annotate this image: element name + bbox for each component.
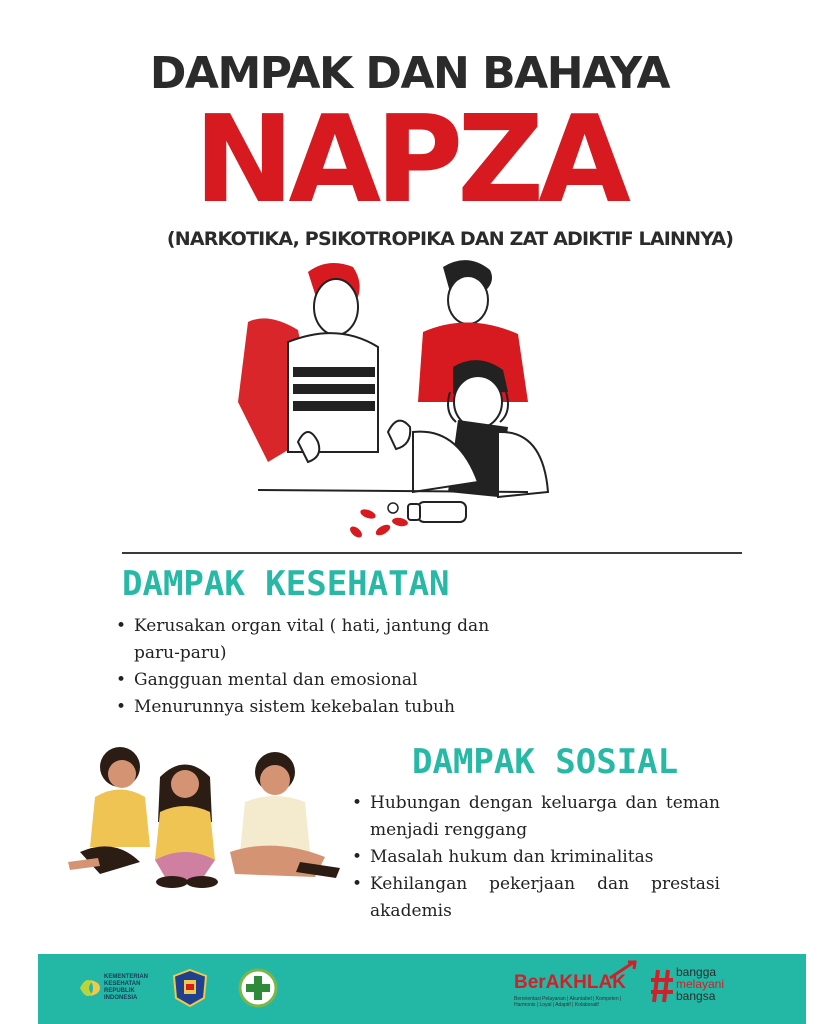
- bangga-line: bangga: [676, 965, 717, 979]
- berakhlak-logo: BerAKHLAK: [514, 972, 626, 993]
- list-item: • Gangguan mental dan emosional: [116, 667, 496, 694]
- health-list: [116, 613, 496, 721]
- health-cross-icon: [238, 968, 278, 1008]
- kemenkes-line: KESEHATAN: [104, 981, 141, 987]
- health-heading: DAMPAK KESEHATAN: [122, 564, 450, 604]
- subtitle: (NARKOTIKA, PSIKOTROPIKA DAN ZAT ADIKTIF LAINNYA): [166, 228, 734, 250]
- regional-emblem-icon: [172, 968, 208, 1008]
- hashtag-icon: [650, 968, 674, 1004]
- illustration-main: [228, 252, 568, 544]
- kemenkes-line: INDONESIA: [104, 995, 138, 1001]
- kemenkes-text: [104, 974, 174, 1002]
- list-item: • Kehilangan pekerjaan dan prestasi akademis: [352, 871, 720, 925]
- social-list: [352, 790, 720, 925]
- bangga-line: melayani: [676, 977, 725, 991]
- page-title: NAPZA: [193, 91, 626, 230]
- berakhlak-swoosh-icon: [608, 960, 638, 980]
- kemenkes-logo-icon: [78, 974, 102, 1002]
- social-heading: DAMPAK SOSIAL: [412, 742, 679, 782]
- title-top: DAMPAK DAN BAHAYA: [149, 48, 670, 99]
- list-item: • Hubungan dengan keluarga dan teman menjadi renggang: [352, 790, 720, 844]
- illustration-kids: [60, 742, 360, 892]
- footer-bar: [38, 954, 806, 1024]
- bangga-text: [676, 966, 724, 1002]
- list-item: • Masalah hukum dan kriminalitas: [352, 844, 720, 871]
- divider: [122, 552, 742, 554]
- kemenkes-line: REPUBLIK: [104, 988, 135, 994]
- bangga-line: bangsa: [676, 989, 716, 1003]
- list-item: • Menurunnya sistem kekebalan tubuh: [116, 694, 496, 721]
- list-item: • Kerusakan organ vital ( hati, jantung dan paru-paru): [116, 613, 496, 667]
- kemenkes-line: KEMENTERIAN: [104, 974, 149, 980]
- berakhlak-sub: Berorientasi Pelayanan | Akuntabel | Kompeten | Harmonis | Loyal | Adaptif | Kolaboratif: [514, 996, 622, 1008]
